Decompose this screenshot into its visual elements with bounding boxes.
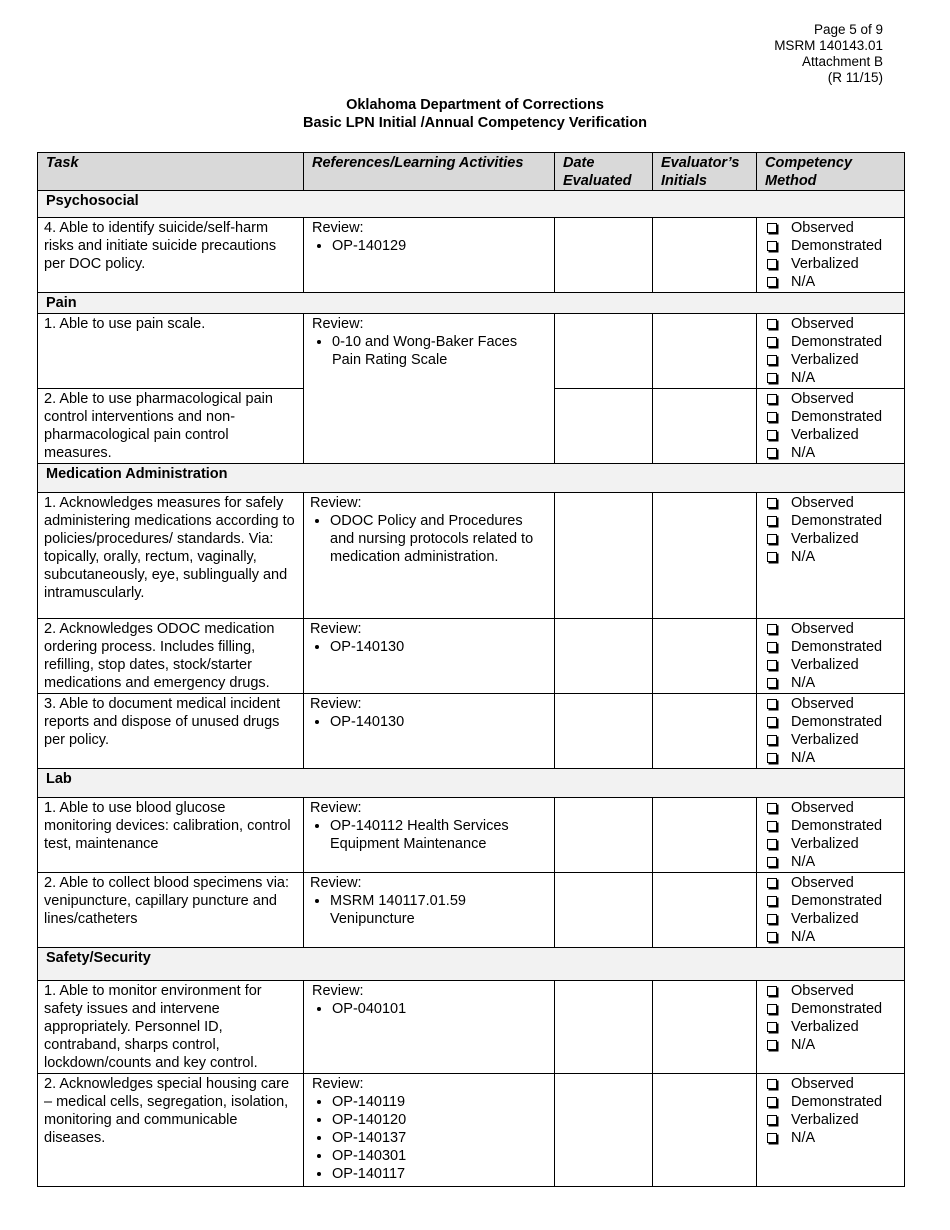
method-option xyxy=(763,1036,898,1054)
title-line-1: Oklahoma Department of Corrections xyxy=(346,97,604,113)
reference-item: • MSRM 140117.01.59 Venipuncture xyxy=(330,892,548,928)
checkbox-icon[interactable] xyxy=(767,516,777,526)
task-cell: 2. Able to collect blood specimens via: venipuncture, capillary puncture and lines/catheters xyxy=(38,873,304,948)
evaluator-initials-cell[interactable] xyxy=(653,314,757,389)
competency-method-cell xyxy=(757,218,905,293)
checkbox-icon[interactable] xyxy=(767,857,777,867)
table-row xyxy=(38,873,905,948)
method-label: Demonstrated xyxy=(791,238,883,254)
date-evaluated-cell[interactable] xyxy=(555,314,653,389)
checkbox-icon[interactable] xyxy=(767,1115,777,1125)
method-option xyxy=(763,444,898,462)
evaluator-initials-cell[interactable] xyxy=(653,218,757,293)
competency-method-cell xyxy=(757,1074,905,1187)
method-option xyxy=(763,853,898,871)
checkbox-icon[interactable] xyxy=(767,986,777,996)
table-row xyxy=(38,493,905,619)
checkbox-icon[interactable] xyxy=(767,1133,777,1143)
method-label: Verbalized xyxy=(791,836,859,852)
task-cell: 3. Able to document medical incident reports and dispose of unused drugs per policy. xyxy=(38,694,304,769)
competency-method-list xyxy=(763,494,898,566)
evaluator-initials-cell[interactable] xyxy=(653,873,757,948)
method-option xyxy=(763,315,898,333)
checkbox-icon[interactable] xyxy=(767,821,777,831)
competency-table xyxy=(37,152,905,1187)
evaluator-initials-cell[interactable] xyxy=(653,981,757,1074)
checkbox-icon[interactable] xyxy=(767,277,777,287)
method-option xyxy=(763,638,898,656)
checkbox-icon[interactable] xyxy=(767,259,777,269)
reference-item: • OP-140112 Health Services Equipment Maintenance xyxy=(330,817,548,853)
method-option xyxy=(763,333,898,351)
title-line-2: Basic LPN Initial /Annual Competency Verification xyxy=(302,115,648,131)
reference-item: • OP-140137 xyxy=(332,1129,548,1147)
method-label: Verbalized xyxy=(791,911,859,927)
task-cell: 2. Acknowledges special housing care – medical cells, segregation, isolation, monitoring and communicable diseases. xyxy=(38,1074,304,1187)
table-row xyxy=(38,694,905,769)
checkbox-icon[interactable] xyxy=(767,735,777,745)
table-row xyxy=(38,798,905,873)
method-label: Demonstrated xyxy=(791,1001,883,1017)
competency-method-list xyxy=(763,315,898,387)
checkbox-icon[interactable] xyxy=(767,839,777,849)
method-label: Demonstrated xyxy=(791,1094,883,1110)
reference-item: • OP-140301 xyxy=(332,1147,548,1165)
column-header-initials: Evaluator’s Initials xyxy=(653,153,757,191)
evaluator-initials-cell[interactable] xyxy=(653,619,757,694)
method-option xyxy=(763,408,898,426)
checkbox-icon[interactable] xyxy=(767,699,777,709)
method-option xyxy=(763,530,898,548)
checkbox-icon[interactable] xyxy=(767,373,777,383)
competency-method-cell xyxy=(757,389,905,464)
checkbox-icon[interactable] xyxy=(767,932,777,942)
method-label: Demonstrated xyxy=(791,818,883,834)
task-cell: 2. Able to use pharmacological pain control interventions and non-pharmacological pain control measures. xyxy=(38,389,304,464)
method-option xyxy=(763,928,898,946)
reference-item: • OP-140119 xyxy=(332,1093,548,1111)
method-label: Observed xyxy=(791,391,854,407)
task-cell: 2. Acknowledges ODOC medication ordering process. Includes filling, refilling, stop dates, stock/starter medications and emergency drugs. xyxy=(38,619,304,694)
reference-item: • 0-10 and Wong-Baker Faces Pain Rating Scale xyxy=(332,333,548,369)
checkbox-icon[interactable] xyxy=(767,223,777,233)
method-label: Observed xyxy=(791,983,854,999)
method-option xyxy=(763,731,898,749)
method-label: Observed xyxy=(791,1076,854,1092)
checkbox-icon[interactable] xyxy=(767,412,777,422)
competency-method-list xyxy=(763,1075,898,1147)
method-label: N/A xyxy=(791,675,816,691)
method-option xyxy=(763,273,898,291)
date-evaluated-cell[interactable] xyxy=(555,1074,653,1187)
competency-method-list xyxy=(763,874,898,946)
method-label: Demonstrated xyxy=(791,409,883,425)
references-cell: Review: • ODOC Policy and Procedures and nursing protocols related to medication administration. xyxy=(304,493,555,619)
competency-method-list xyxy=(763,219,898,291)
table-row xyxy=(38,314,905,389)
method-label: Observed xyxy=(791,696,854,712)
method-option xyxy=(763,874,898,892)
method-label: Verbalized xyxy=(791,1112,859,1128)
method-option xyxy=(763,817,898,835)
method-option xyxy=(763,835,898,853)
section-title: Safety/Security xyxy=(38,948,905,981)
method-option xyxy=(763,982,898,1000)
section-row xyxy=(38,293,905,314)
method-label: N/A xyxy=(791,445,816,461)
section-title: Medication Administration xyxy=(38,464,905,493)
checkbox-icon[interactable] xyxy=(767,1022,777,1032)
section-row xyxy=(38,464,905,493)
method-option xyxy=(763,749,898,767)
method-label: Demonstrated xyxy=(791,334,883,350)
checkbox-icon[interactable] xyxy=(767,394,777,404)
checkbox-icon[interactable] xyxy=(767,1097,777,1107)
competency-method-cell xyxy=(757,619,905,694)
method-label: N/A xyxy=(791,750,816,766)
checkbox-icon[interactable] xyxy=(767,660,777,670)
task-cell: 1. Acknowledges measures for safely administering medications according to policies/procedures/ standards. Via: topically, orally, rectum, vaginally, subcutaneously, eye, sublingually and intramuscularly. xyxy=(38,493,304,619)
reference-item: • OP-140130 xyxy=(330,713,548,731)
competency-method-cell xyxy=(757,314,905,389)
section-title: Lab xyxy=(38,769,905,798)
method-option xyxy=(763,674,898,692)
references-cell: Review: • OP-040101 xyxy=(304,981,555,1074)
checkbox-icon[interactable] xyxy=(767,642,777,652)
method-option xyxy=(763,237,898,255)
checkbox-icon[interactable] xyxy=(767,448,777,458)
task-cell: 1. Able to use pain scale. xyxy=(38,314,304,389)
checkbox-icon[interactable] xyxy=(767,534,777,544)
column-header-task: Task xyxy=(38,153,304,191)
checkbox-icon[interactable] xyxy=(767,1079,777,1089)
competency-method-list xyxy=(763,695,898,767)
section-row xyxy=(38,769,905,798)
method-option xyxy=(763,799,898,817)
evaluator-initials-cell[interactable] xyxy=(653,389,757,464)
document-id: MSRM 140143.01 xyxy=(774,38,883,53)
competency-method-cell xyxy=(757,694,905,769)
competency-method-list xyxy=(763,799,898,871)
method-label: Observed xyxy=(791,875,854,891)
method-option xyxy=(763,219,898,237)
checkbox-icon[interactable] xyxy=(767,1004,777,1014)
method-label: Verbalized xyxy=(791,732,859,748)
reference-item: • OP-040101 xyxy=(332,1000,548,1018)
method-label: N/A xyxy=(791,1037,816,1053)
competency-method-list xyxy=(763,390,898,462)
method-label: Verbalized xyxy=(791,1019,859,1035)
reference-item: • OP-140117 xyxy=(332,1165,548,1183)
method-option xyxy=(763,369,898,387)
method-label: Verbalized xyxy=(791,657,859,673)
method-option xyxy=(763,1000,898,1018)
method-label: N/A xyxy=(791,929,816,945)
competency-method-cell xyxy=(757,798,905,873)
checkbox-icon[interactable] xyxy=(767,552,777,562)
date-evaluated-cell[interactable] xyxy=(555,981,653,1074)
method-label: Demonstrated xyxy=(791,513,883,529)
method-label: Observed xyxy=(791,495,854,511)
date-evaluated-cell[interactable] xyxy=(555,389,653,464)
date-evaluated-cell[interactable] xyxy=(555,218,653,293)
document-title xyxy=(0,96,950,132)
page-header xyxy=(774,22,883,86)
date-evaluated-cell[interactable] xyxy=(555,694,653,769)
column-header-references: References/Learning Activities xyxy=(304,153,555,191)
checkbox-icon[interactable] xyxy=(767,1040,777,1050)
method-label: N/A xyxy=(791,1130,816,1146)
references-cell: Review: • OP-140130 xyxy=(304,694,555,769)
checkbox-icon[interactable] xyxy=(767,498,777,508)
method-option xyxy=(763,713,898,731)
checkbox-icon[interactable] xyxy=(767,717,777,727)
checkbox-icon[interactable] xyxy=(767,803,777,813)
method-label: Demonstrated xyxy=(791,714,883,730)
section-title: Pain xyxy=(38,293,905,314)
method-option xyxy=(763,548,898,566)
references-cell: Review: • OP-140112 Health Services Equipment Maintenance xyxy=(304,798,555,873)
date-evaluated-cell[interactable] xyxy=(555,493,653,619)
column-header-date: Date Evaluated xyxy=(555,153,653,191)
competency-method-list xyxy=(763,620,898,692)
method-option xyxy=(763,910,898,928)
reference-item: • ODOC Policy and Procedures and nursing protocols related to medication administration. xyxy=(330,512,548,566)
task-cell: 4. Able to identify suicide/self-harm risks and initiate suicide precautions per DOC policy. xyxy=(38,218,304,293)
method-label: N/A xyxy=(791,549,816,565)
method-option xyxy=(763,1093,898,1111)
table-row xyxy=(38,981,905,1074)
method-option xyxy=(763,512,898,530)
method-label: N/A xyxy=(791,274,816,290)
references-cell: Review: • OP-140119 • OP-140120 • OP-140137 • OP-140301 • OP-140117 xyxy=(304,1074,555,1187)
reference-item: • OP-140129 xyxy=(332,237,548,255)
revision-label: (R 11/15) xyxy=(827,70,883,85)
method-label: Verbalized xyxy=(791,531,859,547)
method-label: N/A xyxy=(791,370,816,386)
method-option xyxy=(763,390,898,408)
task-cell: 1. Able to monitor environment for safety issues and intervene appropriately. Personnel ID, contraband, sharps control, lockdown/counts and key control. xyxy=(38,981,304,1074)
date-evaluated-cell[interactable] xyxy=(555,798,653,873)
method-option xyxy=(763,494,898,512)
method-option xyxy=(763,695,898,713)
date-evaluated-cell[interactable] xyxy=(555,873,653,948)
checkbox-icon[interactable] xyxy=(767,430,777,440)
method-option xyxy=(763,351,898,369)
reference-item: • OP-140130 xyxy=(330,638,548,656)
method-label: Demonstrated xyxy=(791,639,883,655)
table-row xyxy=(38,1074,905,1187)
page-number: Page 5 of 9 xyxy=(813,22,883,37)
method-option xyxy=(763,656,898,674)
method-label: Observed xyxy=(791,316,854,332)
evaluator-initials-cell[interactable] xyxy=(653,1074,757,1187)
references-cell: Review: • MSRM 140117.01.59 Venipuncture xyxy=(304,873,555,948)
column-header-method: Competency Method xyxy=(757,153,905,191)
method-option xyxy=(763,620,898,638)
checkbox-icon[interactable] xyxy=(767,678,777,688)
evaluator-initials-cell[interactable] xyxy=(653,798,757,873)
checkbox-icon[interactable] xyxy=(767,753,777,763)
method-label: N/A xyxy=(791,854,816,870)
competency-method-cell xyxy=(757,873,905,948)
checkbox-icon[interactable] xyxy=(767,319,777,329)
method-option xyxy=(763,1111,898,1129)
evaluator-initials-cell[interactable] xyxy=(653,694,757,769)
checkbox-icon[interactable] xyxy=(767,241,777,251)
checkbox-icon[interactable] xyxy=(767,914,777,924)
method-label: Verbalized xyxy=(791,427,859,443)
checkbox-icon[interactable] xyxy=(767,624,777,634)
competency-method-list xyxy=(763,982,898,1054)
references-cell: Review: • OP-140130 xyxy=(304,619,555,694)
section-row xyxy=(38,948,905,981)
checkbox-icon[interactable] xyxy=(767,355,777,365)
table-header-row xyxy=(38,153,905,191)
table-row xyxy=(38,619,905,694)
method-label: Verbalized xyxy=(791,256,859,272)
method-option xyxy=(763,1075,898,1093)
method-option xyxy=(763,255,898,273)
references-cell: Review: • OP-140129 xyxy=(304,218,555,293)
method-option xyxy=(763,892,898,910)
method-option xyxy=(763,1018,898,1036)
references-cell: Review: • 0-10 and Wong-Baker Faces Pain Rating Scale xyxy=(304,314,555,464)
task-cell: 1. Able to use blood glucose monitoring devices: calibration, control test, maintenance xyxy=(38,798,304,873)
date-evaluated-cell[interactable] xyxy=(555,619,653,694)
method-label: Observed xyxy=(791,621,854,637)
attachment-label: Attachment B xyxy=(801,54,883,69)
section-row xyxy=(38,191,905,218)
method-label: Observed xyxy=(791,800,854,816)
competency-method-cell xyxy=(757,981,905,1074)
competency-method-cell xyxy=(757,493,905,619)
checkbox-icon[interactable] xyxy=(767,896,777,906)
method-option xyxy=(763,426,898,444)
checkbox-icon[interactable] xyxy=(767,337,777,347)
method-label: Verbalized xyxy=(791,352,859,368)
table-row xyxy=(38,218,905,293)
reference-item: • OP-140120 xyxy=(332,1111,548,1129)
method-label: Observed xyxy=(791,220,854,236)
checkbox-icon[interactable] xyxy=(767,878,777,888)
evaluator-initials-cell[interactable] xyxy=(653,493,757,619)
method-label: Demonstrated xyxy=(791,893,883,909)
method-option xyxy=(763,1129,898,1147)
section-title: Psychosocial xyxy=(38,191,905,218)
